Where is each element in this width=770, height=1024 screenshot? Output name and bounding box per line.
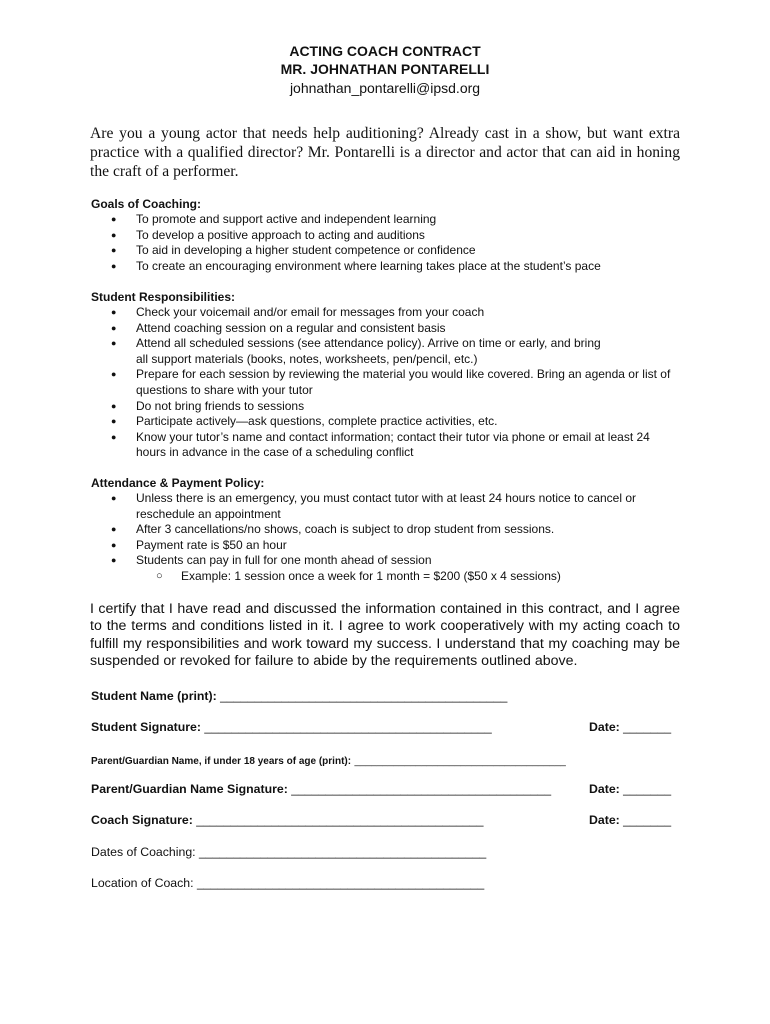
bullet-icon: ● <box>111 307 117 317</box>
list-item: ● Prepare for each session by reviewing the material you would like covered. Bring an agenda or list of questions to share with your tutor <box>111 367 671 397</box>
bullet-icon: ● <box>111 369 117 380</box>
list-item: ● Attend coaching session on a regular and consistent basis <box>111 320 446 335</box>
coach-name: MR. JOHNATHAN PONTARELLI <box>280 61 490 77</box>
attendance-title: Attendance & Payment Policy: <box>91 476 265 490</box>
attendance-list <box>91 491 676 585</box>
parent-signature-label: Parent/Guardian Name Signature: <box>91 782 288 796</box>
responsibilities-list <box>91 305 671 461</box>
student-name-line[interactable] <box>91 689 507 703</box>
list-item: ● Know your tutor’s name and contact information; contact their tutor via phone or email at least 24 hours in advance in the case of a scheduling conflict <box>111 429 650 460</box>
goals-list <box>91 212 691 274</box>
bullet-icon: ● <box>111 338 117 349</box>
list-item: ● To aid in developing a higher student competence or confidence <box>111 243 476 258</box>
bullet-icon: ● <box>111 493 117 503</box>
list-item: ● Do not bring friends to sessions <box>111 398 305 413</box>
bullet-icon: ● <box>111 214 117 224</box>
coach-email: johnathan_pontarelli@ipsd.org <box>289 80 481 96</box>
bullet-icon: ● <box>111 555 117 566</box>
location-of-coach-label: Location of Coach: <box>91 876 194 890</box>
date-label: Date: <box>589 720 620 734</box>
responsibilities-title: Student Responsibilities: <box>91 290 236 304</box>
dates-of-coaching-label: Dates of Coaching: <box>91 845 196 859</box>
sub-list <box>136 569 676 585</box>
bullet-icon: ● <box>111 229 117 240</box>
coach-signature-field[interactable]: __________________________________________ <box>196 813 484 827</box>
date-label: Date: <box>589 813 620 827</box>
bullet-icon: ● <box>111 260 117 271</box>
parent-name-field[interactable]: ______________________________________ <box>354 756 566 767</box>
bullet-icon: ● <box>111 245 117 256</box>
list-item: ● To develop a positive approach to acting and auditions <box>111 227 425 242</box>
coach-signature-line[interactable] <box>91 813 483 827</box>
parent-date-line[interactable] <box>589 782 671 796</box>
list-item: ● Students can pay in full for one month ahead of session ○ Example: 1 session once a week for 1 month = $200 ($50 x 4 sessions) <box>91 553 676 584</box>
parent-signature-field[interactable]: ______________________________________ <box>291 782 552 796</box>
parent-signature-line[interactable] <box>91 782 551 796</box>
student-signature-field[interactable]: __________________________________________ <box>204 720 492 734</box>
dates-of-coaching-field[interactable]: __________________________________________ <box>199 845 487 859</box>
location-of-coach-field[interactable]: __________________________________________ <box>196 876 485 890</box>
bullet-icon: ● <box>111 539 117 550</box>
coach-signature-label: Coach Signature: <box>91 813 193 827</box>
dates-of-coaching-line[interactable] <box>91 845 486 859</box>
coach-date-line[interactable] <box>589 813 671 827</box>
parent-name-label: Parent/Guardian Name, if under 18 years of age (print): <box>91 756 352 767</box>
list-item: ● To create an encouraging environment where learning takes place at the student’s pace <box>111 258 601 273</box>
contract-title: ACTING COACH CONTRACT <box>289 43 481 59</box>
parent-name-line[interactable] <box>91 753 566 767</box>
circle-bullet-icon: ○ <box>156 569 163 582</box>
bullet-icon: ● <box>111 431 117 442</box>
student-signature-label: Student Signature: <box>91 720 201 734</box>
goals-title: Goals of Coaching: <box>91 197 202 211</box>
student-name-label: Student Name (print): <box>91 689 217 703</box>
list-item: ● Check your voicemail and/or email for messages from your coach <box>111 305 485 319</box>
bullet-icon: ● <box>111 524 117 535</box>
sub-list-item: ○ Example: 1 session once a week for 1 month = $200 ($50 x 4 sessions) <box>156 568 561 583</box>
intro-paragraph: Are you a young actor that needs help auditioning? Already cast in a show, but want extra practice with a qualified director? Mr. Pontarelli is a director and actor that can aid in honing the craft of a performer. <box>90 125 680 180</box>
date-field[interactable]: _______ <box>623 782 672 796</box>
location-of-coach-line[interactable] <box>91 876 484 890</box>
student-signature-line[interactable] <box>91 720 492 734</box>
list-item: ● Attend all scheduled sessions (see attendance policy). Arrive on time or early, and bring all support materials (books, notes, worksheets, pen/pencil, etc.) <box>111 336 601 366</box>
list-item: ● To promote and support active and independent learning <box>111 212 437 226</box>
bullet-icon: ● <box>111 400 117 411</box>
student-name-field[interactable]: __________________________________________ <box>220 689 508 703</box>
certification-paragraph: I certify that I have read and discussed the information contained in this contract, and I agree to the terms and conditions listed in it. I agree to work cooperatively with my acting coach to fulfill my responsibilities and work toward my success. I understand that my coaching may be suspended or revoked for failure to abide by the requirements outlined above. <box>90 601 680 670</box>
bullet-icon: ● <box>111 416 117 427</box>
list-item: ● Participate actively—ask questions, complete practice activities, etc. <box>111 414 498 429</box>
date-field[interactable]: _______ <box>623 720 672 734</box>
list-item: ● After 3 cancellations/no shows, coach is subject to drop student from sessions. <box>111 522 555 537</box>
list-item: ● Unless there is an emergency, you must contact tutor with at least 24 hours notice to cancel or reschedule an appointment <box>111 491 637 521</box>
date-label: Date: <box>589 782 620 796</box>
bullet-icon: ● <box>111 322 117 333</box>
date-field[interactable]: _______ <box>623 813 672 827</box>
list-item: ● Payment rate is $50 an hour <box>111 537 287 552</box>
student-date-line[interactable] <box>589 720 671 734</box>
